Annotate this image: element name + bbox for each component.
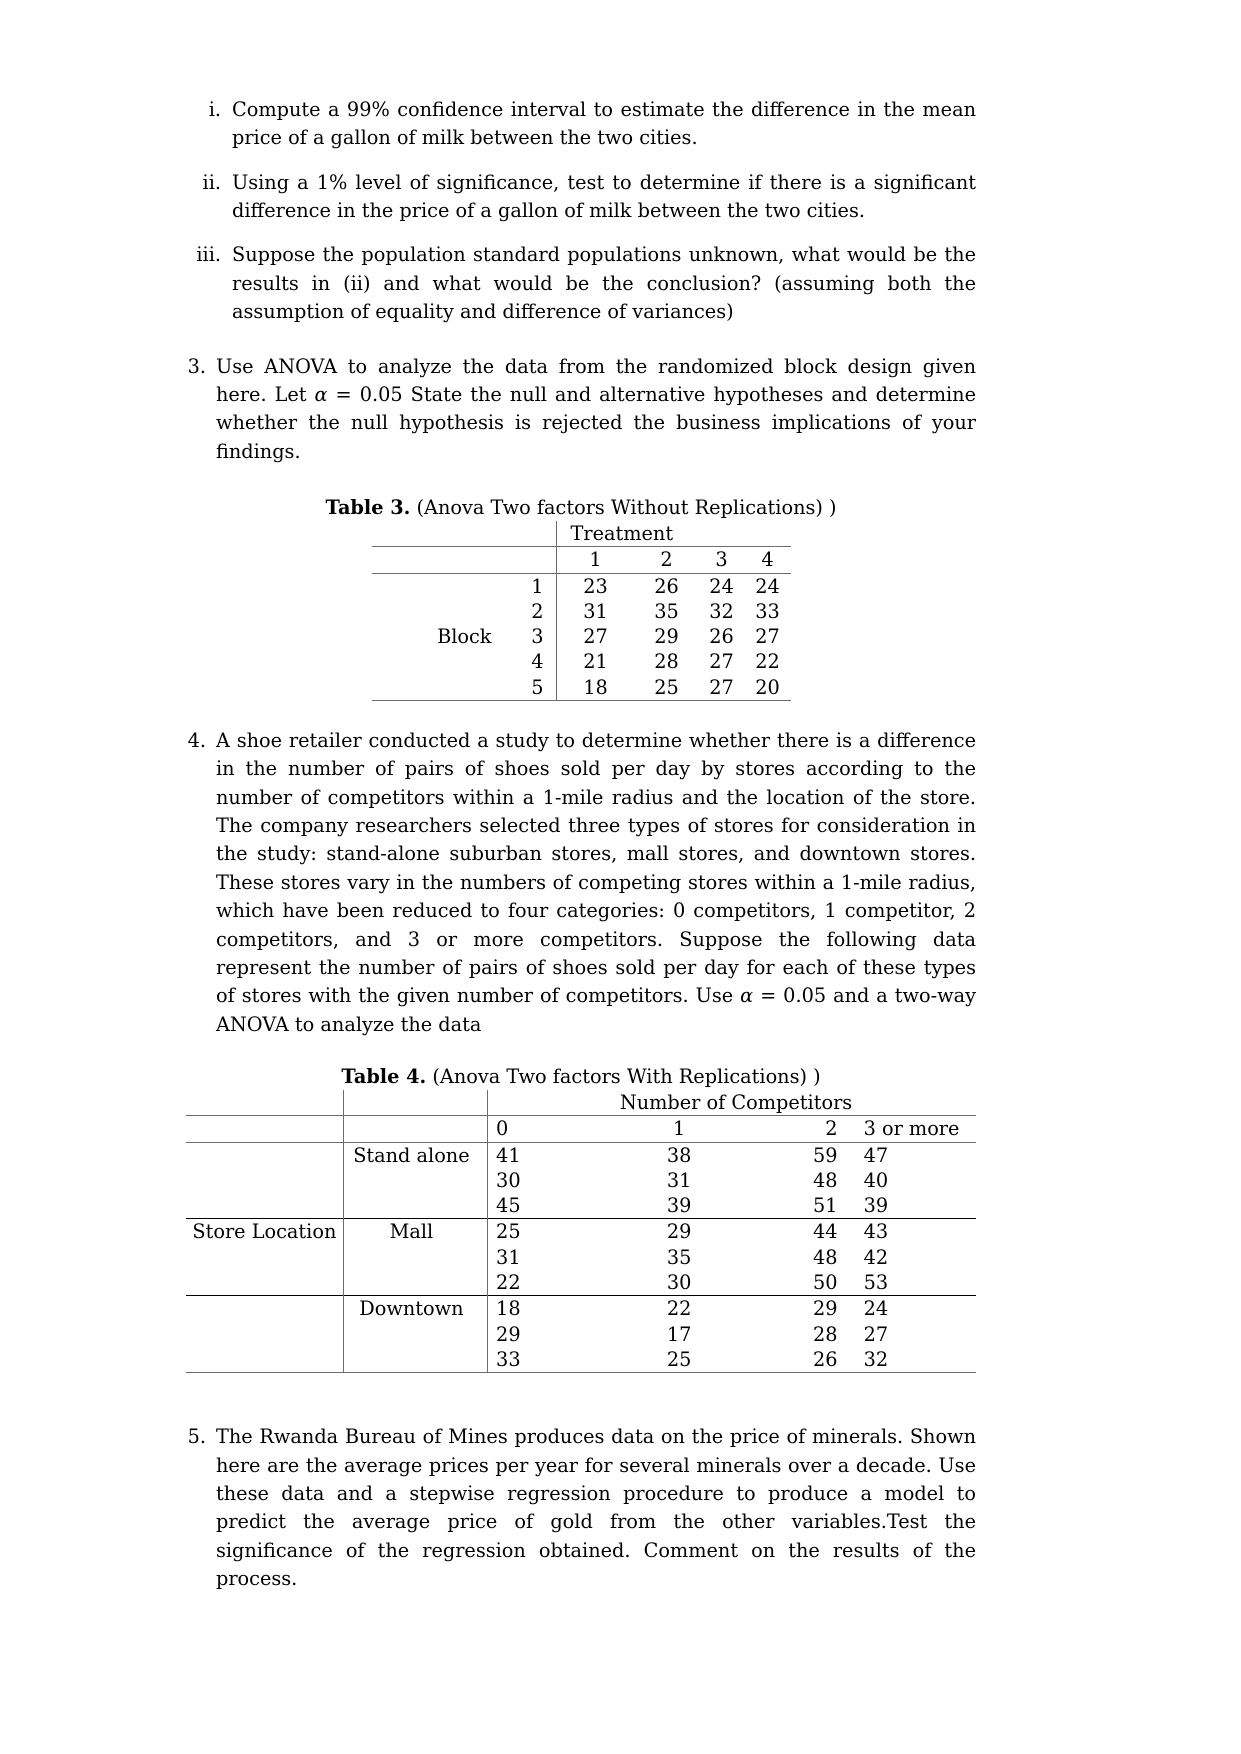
table-row — [372, 521, 791, 547]
table-cell: 31 — [583, 599, 608, 623]
table-cell: 35 — [666, 1245, 692, 1269]
empty-cell — [186, 1090, 343, 1116]
empty-cell — [186, 1347, 343, 1373]
table-3-colheader: 3 — [699, 547, 745, 573]
question-3-text-b: 0.05 State the null and alternative hypotheses and determine whether the null hypothesis is rejected the business implications of your findings. — [216, 382, 977, 463]
table-row — [372, 624, 791, 649]
table-cell: 44 — [743, 1219, 842, 1245]
table-cell: 48 — [813, 1245, 838, 1269]
list-text: Using a 1% level of significance, test to determine if there is a significant difference in the price of a gallon of milk between the two cities. — [232, 170, 976, 223]
list-marker: i. — [208, 98, 221, 121]
table-3-rowheader: 4 — [510, 649, 557, 674]
page-content — [186, 96, 976, 1593]
table-row — [186, 1142, 976, 1168]
table-3-rowheader: 2 — [510, 599, 557, 624]
empty-cell — [343, 1090, 487, 1116]
section-spacer — [186, 1373, 976, 1397]
table-3-caption-text: (Anova Two factors Without Replications) ) — [416, 495, 837, 519]
table-cell: 33 — [755, 599, 780, 623]
empty-cell — [372, 573, 510, 599]
table-4-colheader: 0 — [488, 1116, 616, 1142]
table-cell: 26 — [654, 574, 679, 598]
table-row — [186, 1347, 976, 1373]
table-row — [186, 1322, 976, 1347]
alpha-value: = 0.05 — [753, 984, 827, 1008]
table-cell: 29 — [654, 625, 679, 649]
table-4-colheader: 1 — [615, 1116, 743, 1142]
table-cell: 43 — [842, 1219, 976, 1245]
empty-cell — [510, 521, 557, 547]
empty-cell — [186, 1322, 343, 1347]
table-cell: 30 — [496, 1168, 521, 1192]
table-cell: 24 — [755, 574, 780, 598]
table-cell: 25 — [635, 675, 699, 701]
table-4-group-label: Mall — [343, 1219, 487, 1245]
question-text — [216, 727, 976, 1039]
table-3-block — [186, 496, 976, 701]
table-cell: 25 — [615, 1347, 743, 1373]
empty-cell — [186, 1168, 343, 1193]
table-cell: 42 — [863, 1245, 889, 1269]
list-marker: ii. — [202, 170, 221, 194]
empty-cell — [343, 1245, 487, 1270]
question-5 — [186, 1423, 976, 1593]
table-row — [186, 1245, 976, 1270]
table-cell: 29 — [496, 1322, 521, 1346]
table-3-colheader: 2 — [635, 547, 699, 573]
alpha-symbol: α — [740, 984, 754, 1008]
empty-cell — [372, 599, 510, 624]
table-cell: 53 — [863, 1271, 889, 1295]
empty-cell — [186, 1116, 343, 1142]
table-cell: 28 — [813, 1322, 838, 1346]
empty-cell — [186, 1142, 343, 1168]
equals-symbol: = — [327, 382, 360, 406]
table-cell: 33 — [488, 1347, 616, 1373]
table-cell: 39 — [863, 1194, 889, 1218]
table-cell: 20 — [745, 675, 791, 701]
table-cell: 29 — [615, 1219, 743, 1245]
table-4-colheader: 2 — [743, 1116, 842, 1142]
table-row — [186, 1090, 976, 1116]
empty-cell — [372, 649, 510, 674]
list-marker: iii. — [196, 243, 221, 267]
table-4 — [186, 1090, 976, 1373]
table-3-rowheader: 5 — [510, 675, 557, 701]
question-3 — [186, 353, 976, 466]
empty-cell — [343, 1322, 487, 1347]
table-cell: 18 — [488, 1296, 616, 1322]
table-row — [186, 1296, 976, 1322]
empty-cell — [343, 1116, 487, 1142]
empty-cell — [510, 547, 557, 573]
table-cell: 31 — [496, 1245, 521, 1269]
table-4-group-label: Downtown — [343, 1296, 487, 1322]
table-cell: 38 — [666, 1143, 692, 1167]
table-cell: 30 — [666, 1271, 692, 1295]
list-text: Suppose the population standard populations unknown, what would be the results in (ii) and what would be the conclusion? (assuming both the assumption of equality and difference of variances) — [232, 243, 976, 324]
empty-cell — [186, 1245, 343, 1270]
table-4-caption-label: Table 4. — [341, 1064, 427, 1088]
table-cell: 32 — [709, 599, 734, 623]
table-cell: 39 — [666, 1194, 692, 1218]
table-cell: 26 — [743, 1347, 842, 1373]
table-4-group-label: Stand alone — [343, 1142, 487, 1168]
question-3-text-a: Use ANOVA to analyze the data from the randomized block design given here. Let — [216, 354, 976, 406]
table-cell: 27 — [709, 650, 734, 674]
list-text: Compute a 99% confidence interval to estimate the difference in the mean price of a gallon of milk between the two cities. — [232, 98, 976, 150]
table-4-row-group-label: Store Location — [186, 1219, 343, 1245]
table-3-caption-label: Table 3. — [325, 495, 411, 519]
table-4-block — [186, 1065, 976, 1373]
table-cell: 21 — [583, 650, 608, 674]
empty-cell — [343, 1347, 487, 1373]
table-4-caption-text: (Anova Two factors With Replications) ) — [432, 1064, 821, 1088]
empty-cell — [343, 1168, 487, 1193]
question-4-text-b: and a two-way ANOVA to analyze the data — [216, 984, 977, 1036]
table-row — [186, 1219, 976, 1245]
table-cell: 25 — [488, 1219, 616, 1245]
table-3-rowheader: 3 — [510, 624, 557, 649]
table-cell: 23 — [583, 574, 608, 598]
table-cell: 26 — [709, 625, 734, 649]
table-cell: 28 — [654, 650, 679, 674]
list-item — [186, 169, 976, 226]
table-cell: 45 — [496, 1194, 521, 1218]
empty-cell — [186, 1296, 343, 1322]
table-cell: 48 — [813, 1168, 838, 1192]
alpha-symbol: α — [314, 382, 328, 406]
table-cell: 51 — [813, 1194, 838, 1218]
question-4-text-a: A shoe retailer conducted a study to determine whether there is a difference in the number of pairs of shoes sold per day by stores according to the number of competitors within a 1-mile radius and the location of the store. The company researchers selected three types of stores for consideration in the study: stand-alone suburban stores, mall stores, and downtown stores. These stores vary in the numbers of competing stores within a 1-mile radius, which have been reduced to four categories: 0 competitors, 1 competitor, 2 competitors, and 3 or more competitors. Suppose the following data represent the number of pairs of shoes sold per day for each of these types of stores with the given number of competitors. Use — [216, 729, 976, 1008]
table-cell: 41 — [496, 1143, 521, 1167]
list-item — [186, 96, 976, 153]
empty-cell — [186, 1270, 343, 1296]
table-4-colheader: 3 or more — [842, 1116, 976, 1142]
table-row — [372, 599, 791, 624]
table-3-col-group-label: Treatment — [570, 521, 674, 545]
table-cell: 24 — [709, 574, 734, 598]
table-cell: 50 — [813, 1271, 838, 1295]
table-cell: 22 — [755, 650, 780, 674]
question-marker: 5. — [187, 1425, 206, 1449]
empty-cell — [372, 547, 510, 573]
table-3-colheader: 1 — [556, 547, 635, 573]
table-cell: 35 — [654, 599, 679, 623]
table-cell: 17 — [666, 1322, 692, 1346]
empty-cell — [343, 1193, 487, 1219]
table-cell: 59 — [813, 1143, 838, 1167]
table-cell: 27 — [583, 625, 608, 649]
roman-sublist — [186, 96, 976, 327]
table-row — [372, 547, 791, 573]
table-4-col-group-label: Number of Competitors — [619, 1090, 853, 1114]
list-item — [186, 241, 976, 326]
table-cell: 29 — [743, 1296, 842, 1322]
question-text: The Rwanda Bureau of Mines produces data on the price of minerals. Shown here are the average prices per year for several minerals over a decade. Use these data and a stepwise regression procedure to produce a model to predict the average price of gold from the other variables.Test the significance of the regression obtained. Comment on the results of the process. — [216, 1425, 976, 1591]
question-text — [216, 353, 976, 466]
table-cell: 47 — [863, 1143, 889, 1167]
table-cell: 18 — [556, 675, 635, 701]
table-row — [186, 1168, 976, 1193]
empty-cell — [343, 1270, 487, 1296]
table-cell: 32 — [842, 1347, 976, 1373]
question-4 — [186, 727, 976, 1039]
table-cell: 27 — [699, 675, 745, 701]
table-cell: 40 — [863, 1168, 889, 1192]
question-marker: 3. — [187, 354, 206, 378]
empty-cell — [372, 521, 510, 547]
question-marker: 4. — [187, 729, 206, 753]
table-cell: 24 — [842, 1296, 976, 1322]
table-cell: 22 — [496, 1271, 521, 1295]
table-row — [372, 573, 791, 599]
table-row — [186, 1270, 976, 1296]
table-cell: 27 — [755, 625, 780, 649]
table-cell: 27 — [863, 1322, 889, 1346]
table-4-caption — [186, 1065, 976, 1088]
empty-cell — [372, 675, 510, 701]
table-cell: 31 — [666, 1168, 692, 1192]
empty-cell — [186, 1193, 343, 1219]
table-3-colheader: 4 — [745, 547, 791, 573]
table-3-row-group-label: Block — [437, 625, 492, 649]
table-row — [186, 1193, 976, 1219]
table-row — [372, 675, 791, 701]
table-3-rowheader: 1 — [510, 573, 557, 599]
table-3-caption — [186, 496, 976, 519]
table-3 — [372, 521, 791, 701]
table-cell: 22 — [615, 1296, 743, 1322]
table-row — [186, 1116, 976, 1142]
table-row — [372, 649, 791, 674]
